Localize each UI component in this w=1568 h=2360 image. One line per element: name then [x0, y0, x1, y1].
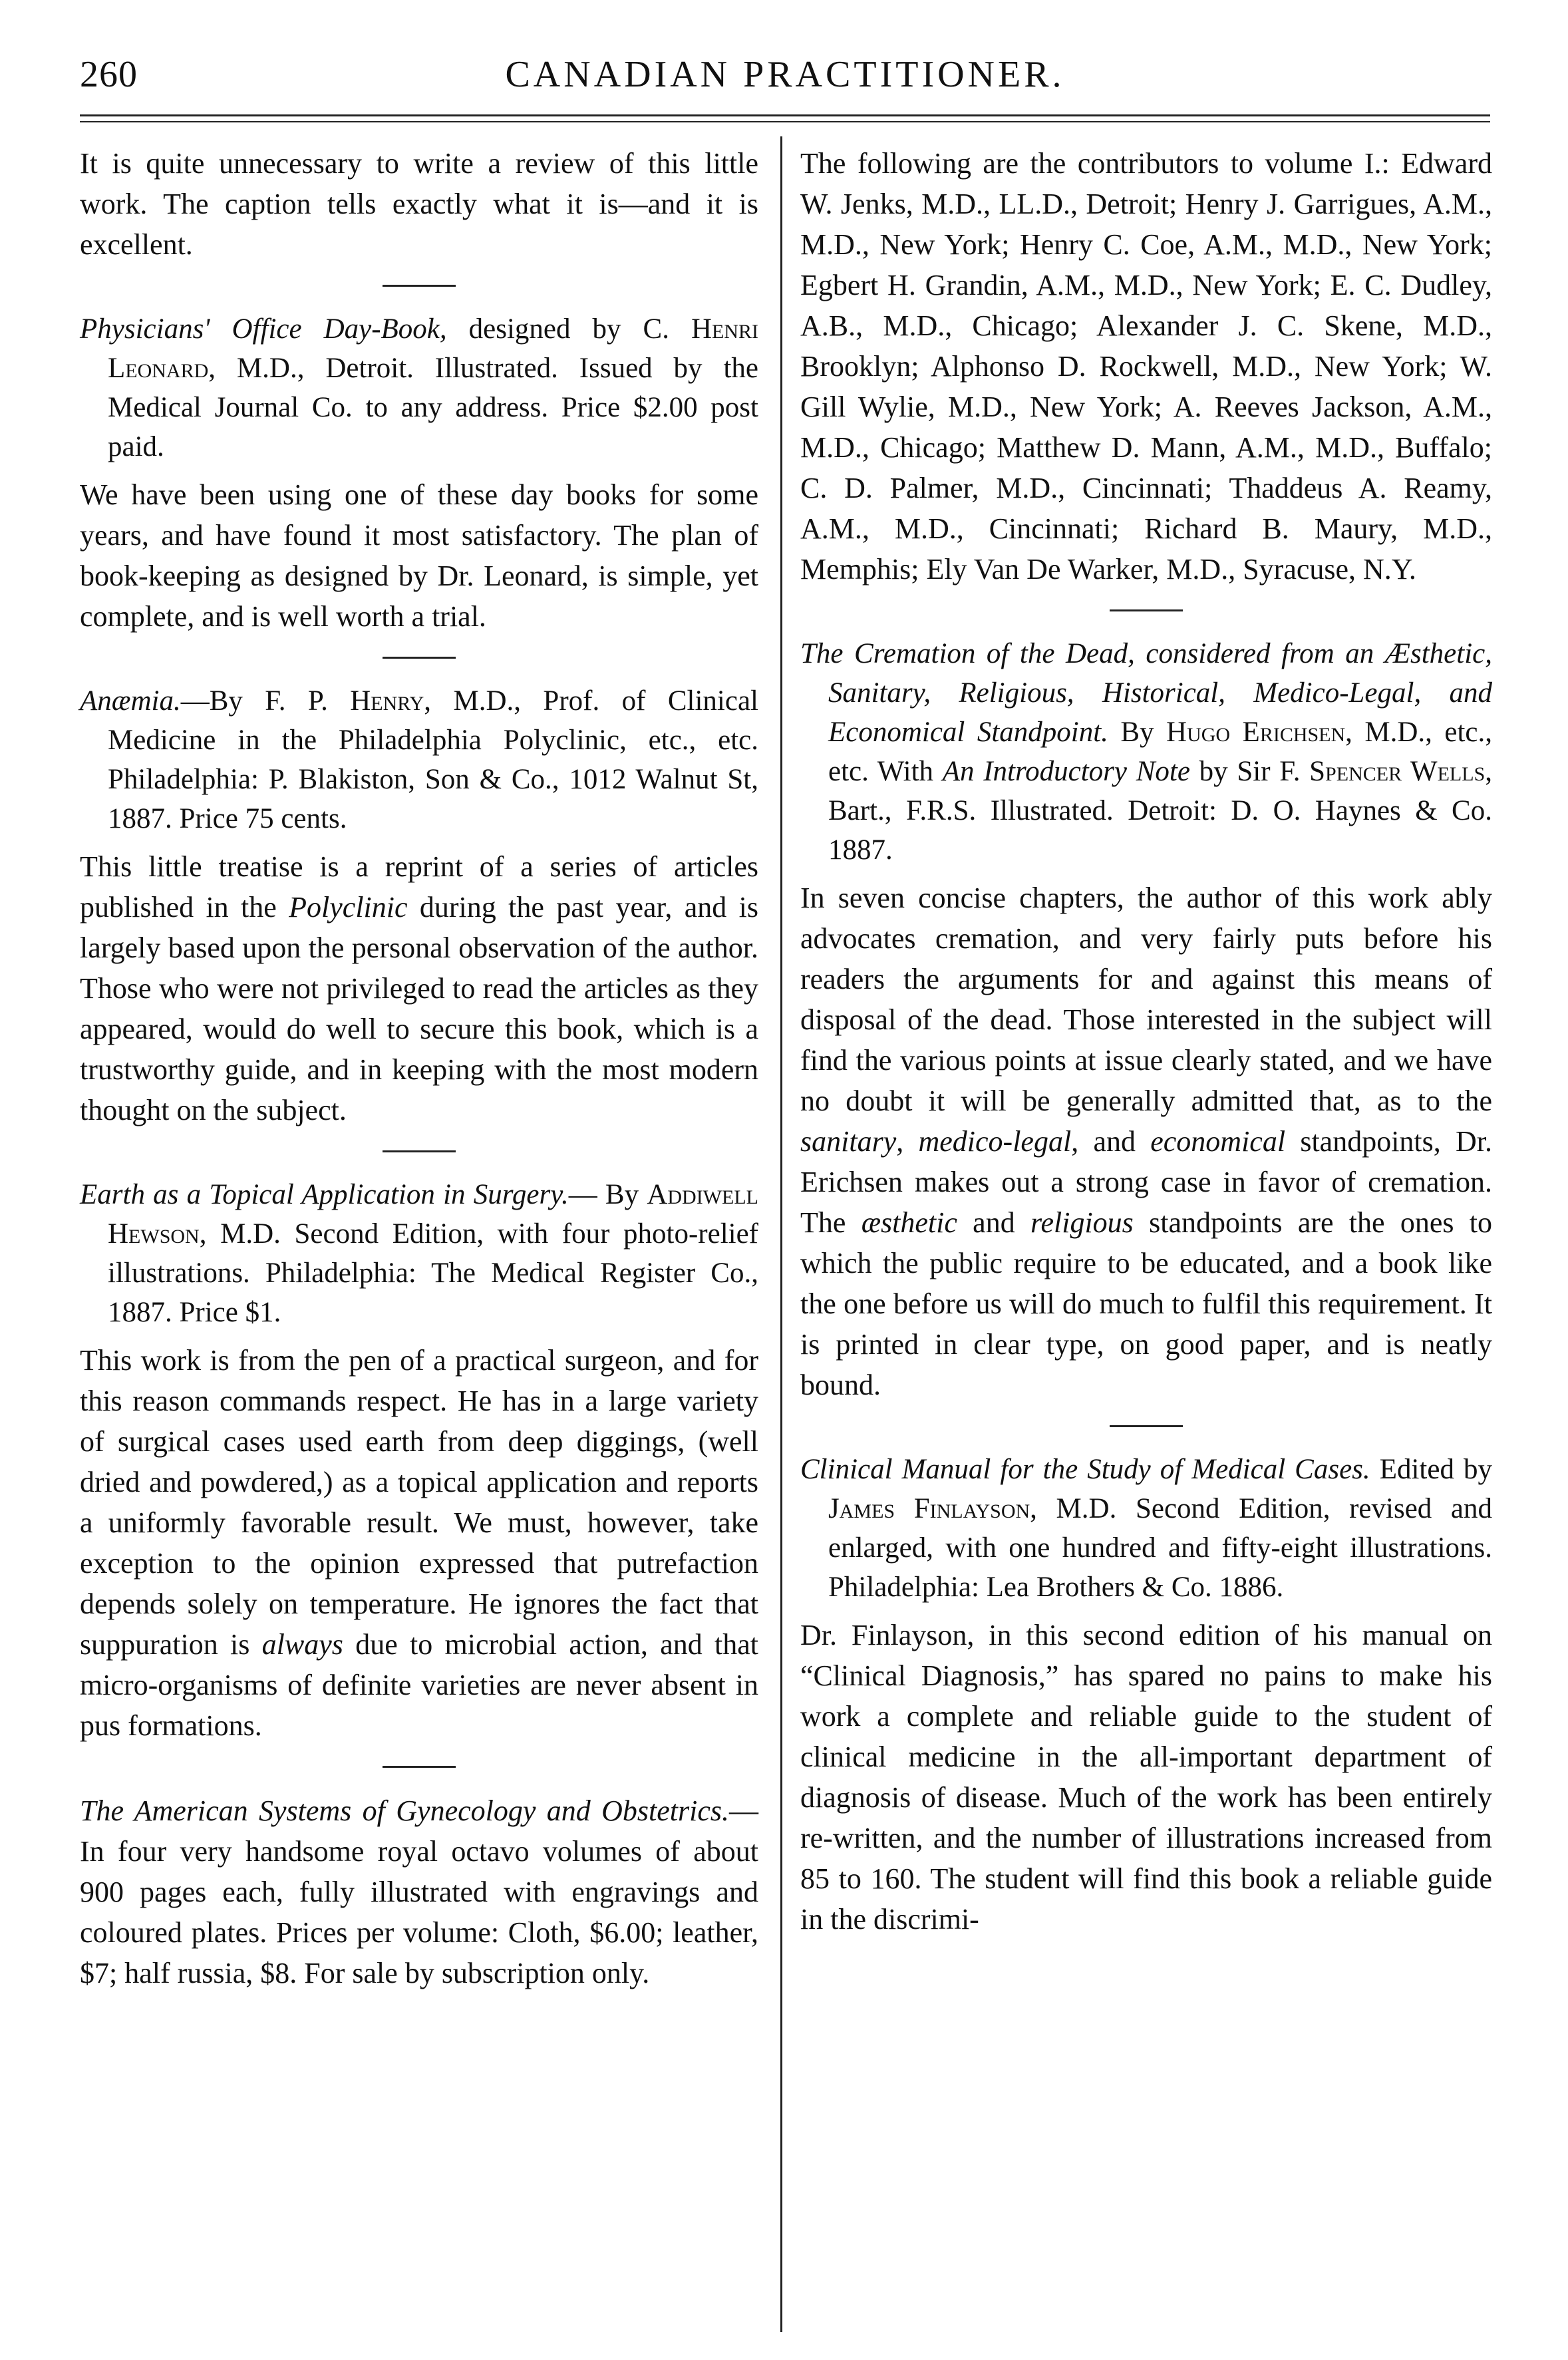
- book-title: Clinical Manual for the Study of Medical Cases.: [800, 1454, 1370, 1485]
- review-body-anaemia: This little treatise is a reprint of a series of articles published in the Polyclinic during the past year, and is largely based upon the personal observation of the author. Those who were not privileged to read the articles as they appeared, would do well to secure this book, which is a trustworthy guide, and in keeping with the most modern thought on the subject.: [80, 850, 758, 1126]
- review-body-earth: This work is from the pen of a practical surgeon, and for this reason commands respect. He has in a large variety of surgical cases used earth from deep diggings, (well dried and powdered,) as a topical application and reports a uniformly favorable result. We must, however, take exception to the opinion expressed that putrefaction depends solely on temperature. He ignores the fact that suppuration is always due to microbial action, and that micro-organisms of definite varieties are never absent in pus formations.: [80, 1344, 758, 1742]
- section-separator: [383, 657, 456, 659]
- review-body-day-book: We have been using one of these day books for some years, and have found it most satisfactory. The plan of book-keeping as designed by Dr. Leonard, is simple, yet complete, and is well worth a trial.: [80, 478, 758, 633]
- book-title: Physicians' Office Day-Book,: [80, 313, 447, 345]
- author-name: F. Spencer Wells,: [1279, 756, 1492, 787]
- author-name: F. P. Henry,: [265, 685, 432, 717]
- review-citation-cremation: The Cremation of the Dead, considered from an Æsthetic, Sanitary, Religious, Historical, Medico-Legal, and Economical Standpoint. By Hugo Erichsen, M.D., etc., etc. With An Introductory Note by Sir F. Spencer Wells, Bart., F.R.S. Illustrated. Detroit: D. O. Haynes & Co. 1887.: [800, 638, 1492, 866]
- author-name: Hugo Erichsen,: [1166, 717, 1352, 748]
- author-name: Addiwell Hewson,: [108, 1179, 759, 1250]
- page-header: [80, 53, 1490, 106]
- section-separator: [383, 1766, 456, 1768]
- book-title: Earth as a Topical Application in Surgery.: [80, 1179, 569, 1210]
- author-name: C. Henri Leonard,: [108, 313, 758, 384]
- section-separator: [1110, 609, 1183, 611]
- book-title: The American Systems of Gynecology and Obstetrics.: [80, 1794, 729, 1827]
- review-body-cremation: In seven concise chapters, the author of this work ably advocates cremation, and very fairly puts before his readers the arguments for and against this means of disposal of the dead. Those interested in the subject will find the various points at issue clearly stated, and we have no doubt it will be generally admitted that, as to the sanitary, medico-legal, and economical standpoints, Dr. Erichsen makes out a strong case in favor of cremation. The æsthetic and religious standpoints are the ones to which the public require to be educated, and a book like the one before us will do much to fulfil this requirement. It is printed in clear type, on good paper, and is neatly bound.: [800, 882, 1493, 1401]
- review-citation-day-book: Physicians' Office Day-Book, designed by C. Henri Leonard, M.D., Detroit. Illustrated. Issued by the Medical Journal Co. to any address. Price $2.00 post paid.: [80, 313, 758, 462]
- section-separator: [1110, 1425, 1183, 1427]
- author-name: James Finlayson,: [828, 1493, 1037, 1524]
- contributors-paragraph: The following are the contributors to volume I.: Edward W. Jenks, M.D., LL.D., Detroit; Henry J. Garrigues, A.M., M.D., New York; Henry C. Coe, A.M., M.D., New York; Egbert H. Grandin, A.M., M.D., New York; E. C. Dudley, A.B., M.D., Chicago; Alexander J. C. Skene, M.D., Brooklyn; Alphonso D. Rockwell, M.D., New York; W. Gill Wylie, M.D., New York; A. Reeves Jackson, A.M., M.D., Chicago; Matthew D. Mann, A.M., M.D., Buffalo; C. D. Palmer, M.D., Cincinnati; Thaddeus A. Reamy, A.M., M.D., Cincinnati; Richard B. Maury, M.D., Memphis; Ely Van De Warker, M.D., Syracuse, N.Y.: [800, 147, 1492, 586]
- book-title: The Cremation of the Dead, considered from an Æsthetic, Sanitary, Religious, Historical, Medico-Legal, and Economical Standpoint.: [800, 638, 1492, 748]
- right-column: [800, 143, 1492, 1939]
- header-rule: [80, 114, 1490, 116]
- left-column: [80, 143, 758, 1993]
- review-citation-anaemia: Anæmia.—By F. P. Henry, M.D., Prof. of Clinical Medicine in the Philadelphia Polyclinic, etc., etc. Philadelphia: P. Blakiston, Son & Co., 1012 Walnut St, 1887. Price 75 cents.: [80, 685, 758, 834]
- section-separator: [383, 1150, 456, 1152]
- review-citation-clinical-manual: Clinical Manual for the Study of Medical Cases. Edited by James Finlayson, M.D. Second Edition, revised and enlarged, with one hundred and fifty-eight illustrations. Philadelphia: Lea Brothers & Co. 1886.: [800, 1454, 1492, 1603]
- section-separator: [383, 285, 456, 287]
- header-rule-secondary: [80, 121, 1490, 122]
- page-number: 260: [80, 54, 138, 95]
- review-body-clinical-manual: Dr. Finlayson, in this second edition of his manual on “Clinical Diagnosis,” has spared no pains to make his work a complete and reliable guide to the student of clinical medicine in the all-important department of diagnosis of disease. Much of the work has been entirely re-written, and the number of illustrations increased from 85 to 160. The student will find this book a reliable guide in the discrimi-: [800, 1619, 1492, 1936]
- running-head: CANADIAN PRACTITIONER.: [505, 54, 1065, 95]
- intro-paragraph: It is quite unnecessary to write a review of this little work. The caption tells exactly what it is—and it is excellent.: [80, 147, 758, 261]
- column-divider: [780, 136, 782, 2332]
- review-body-gynecology: The American Systems of Gynecology and Obstetrics.—In four very handsome royal octavo volumes of about 900 pages each, fully illustrated with engravings and coloured plates. Prices per volume: Cloth, $6.00; leather, $7; half russia, $8. For sale by subscription only.: [80, 1794, 758, 1989]
- review-citation-earth: Earth as a Topical Application in Surgery.— By Addiwell Hewson, M.D. Second Edition, with four photo-relief illustrations. Philadelphia: The Medical Register Co., 1887. Price $1.: [80, 1179, 759, 1328]
- book-title: Anæmia.: [80, 685, 181, 717]
